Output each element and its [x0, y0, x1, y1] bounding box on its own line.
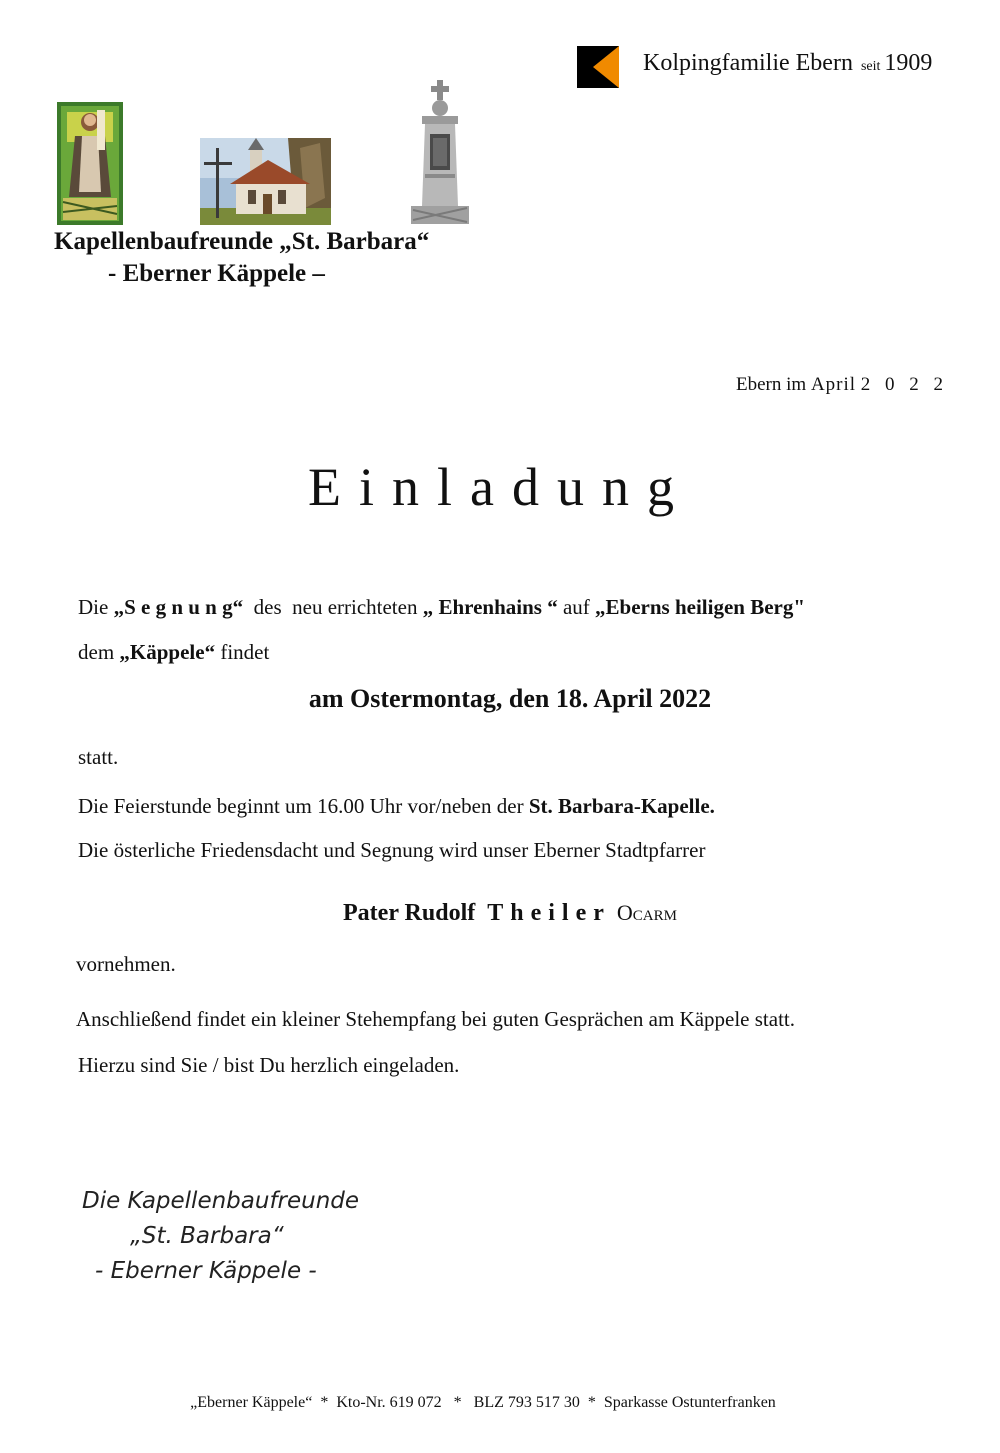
signature-line-3: - Eberner Käppele - [95, 1258, 317, 1284]
text-vornehmen: vornehmen. [76, 952, 176, 976]
paragraph-start-time [78, 794, 715, 819]
kolping-header-text [643, 50, 932, 77]
text: Die [78, 595, 114, 619]
place-date-month: April [810, 374, 857, 395]
paragraph-invitation: Hierzu sind Sie / bist Du herzlich eingeladen. [78, 1053, 460, 1077]
kolping-year: 1909 [884, 50, 933, 76]
bold-text: „Käppele“ [119, 640, 216, 664]
signature-line-1: Die Kapellenbaufreunde [82, 1188, 360, 1214]
place-date [736, 374, 948, 396]
memorial-stone-image [405, 78, 475, 226]
association-subtitle: - Eberner Käppele – [108, 260, 325, 287]
chapel-photo-image [200, 138, 331, 225]
footer-bank-details: „Eberner Käppele“ * Kto-Nr. 619 072 * BLZ 793 517 30 * Sparkasse Ostunterfranken [190, 1394, 776, 1411]
association-name: Kapellenbaufreunde „St. Barbara“ [54, 228, 430, 255]
paragraph-kaeppele [78, 640, 269, 665]
text: dem [78, 640, 120, 664]
event-date: am Ostermontag, den 18. April 2022 [308, 684, 712, 713]
kolping-org-name: Kolpingfamilie Ebern [643, 50, 853, 76]
text: findet [215, 640, 270, 664]
pastor-surname: Theiler [487, 900, 611, 926]
bold-text: „ Ehrenhains “ [422, 595, 558, 619]
bold-text: St. Barbara-Kapelle. [528, 794, 715, 818]
page-title: Einladung [308, 457, 692, 517]
st-barbara-painting-image [57, 102, 123, 225]
paragraph-reception: Anschließend findet ein kleiner Stehempfang bei guten Gesprächen am Käppele statt. [76, 1007, 796, 1031]
kolping-logo [577, 46, 619, 88]
place-date-prefix: Ebern im [736, 374, 807, 395]
paragraph-blessing [78, 595, 805, 620]
pastor-order: Ocarm [616, 900, 677, 925]
pastor-name [0, 900, 1000, 927]
text: Die Feierstunde beginnt um 16.00 Uhr vor/neben der [78, 794, 529, 818]
place-date-year: 2 0 2 2 [860, 374, 949, 395]
paragraph-pastor: Die österliche Friedensdacht und Segnung wird unser Eberner Stadtpfarrer [78, 838, 706, 862]
bold-text: „Eberns heiligen Berg" [595, 595, 806, 619]
text-statt: statt. [78, 745, 119, 769]
text: des neu errichteten [243, 595, 423, 619]
kolping-seit: seit [860, 59, 881, 74]
bold-text: „S e g n u n g“ [113, 595, 244, 619]
text: auf [557, 595, 596, 619]
pastor-first-name: Pater Rudolf [343, 900, 488, 926]
signature-line-2: „St. Barbara“ [130, 1223, 284, 1249]
